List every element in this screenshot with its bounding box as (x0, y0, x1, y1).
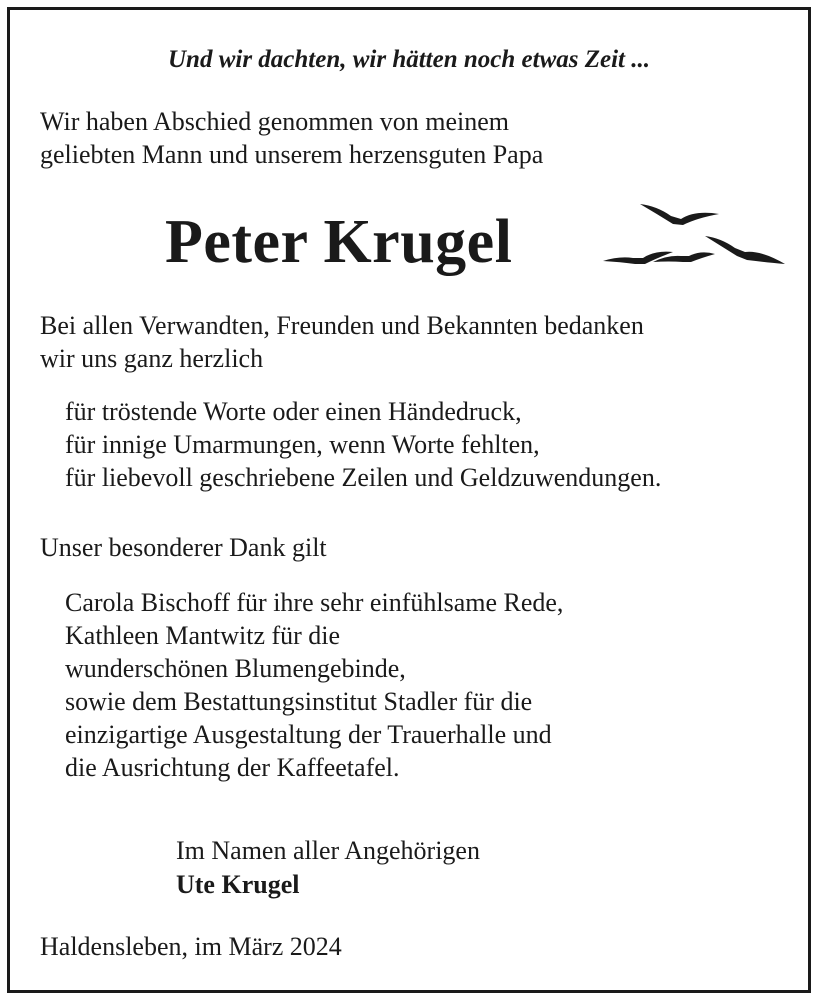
thanks-list-item: für tröstende Worte oder einen Händedruck, (65, 397, 522, 426)
bird-3 (603, 252, 673, 264)
deceased-name: Peter Krugel (165, 208, 513, 276)
thanks-intro-line-2: wir uns ganz herzlich (40, 344, 264, 373)
special-list-item: Kathleen Mantwitz für die (65, 621, 341, 650)
special-list-item: wunderschönen Blumengebinde, (65, 654, 406, 683)
thanks-list-item: für innige Umarmungen, wenn Worte fehlten, (65, 430, 540, 459)
flying-birds-icon (595, 192, 785, 277)
motto: Und wir dachten, wir hätten noch etwas Zeit ... (167, 46, 650, 73)
signature-name: Ute Krugel (176, 870, 300, 899)
special-list-item: einzigartige Ausgestaltung der Trauerhalle und (65, 720, 552, 749)
special-list-item: Carola Bischoff für ihre sehr einfühlsame Rede, (65, 588, 564, 617)
obituary-notice (7, 7, 811, 993)
signature-line: Im Namen aller Angehörigen (176, 836, 480, 865)
special-list-item: sowie dem Bestattungsinstitut Stadler für die (65, 687, 533, 716)
thanks-intro-line-1: Bei allen Verwandten, Freunden und Bekannten bedanken (40, 311, 644, 340)
intro-line-1: Wir haben Abschied genommen von meinem (40, 107, 510, 136)
bird-1 (640, 204, 719, 225)
place-date: Haldensleben, im März 2024 (40, 932, 342, 961)
thanks-list-item: für liebevoll geschriebene Zeilen und Geldzuwendungen. (65, 463, 662, 492)
bird-2 (705, 236, 785, 264)
special-list-item: die Ausrichtung der Kaffeetafel. (65, 753, 400, 782)
intro-line-2: geliebten Mann und unserem herzensguten Papa (40, 140, 544, 169)
special-heading: Unser besonderer Dank gilt (40, 533, 327, 562)
